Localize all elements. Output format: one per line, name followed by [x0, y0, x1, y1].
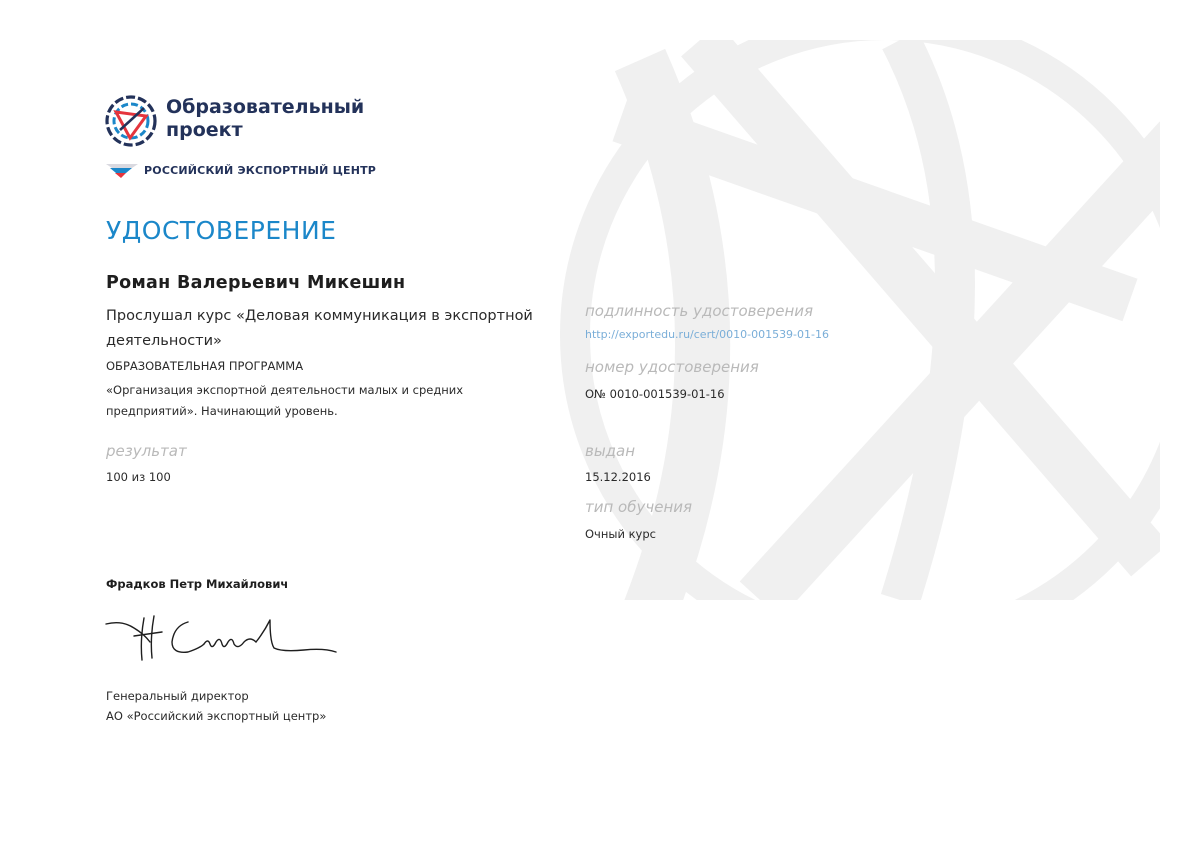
- authenticity-link[interactable]: http://exportedu.ru/cert/0010-001539-01-16: [585, 328, 829, 341]
- flag-wing-icon: [106, 164, 138, 178]
- signatory-position-line1: Генеральный директор: [106, 689, 249, 703]
- brand-title: [166, 96, 426, 142]
- training-type-caption: тип обучения: [585, 498, 693, 516]
- training-type-value: Очный курс: [585, 527, 656, 541]
- course-description: Прослушал курс «Деловая коммуникация в экспортной деятельности»: [106, 308, 533, 349]
- result-value: 100 из 100: [106, 470, 171, 484]
- result-caption: результат: [106, 442, 187, 460]
- brand-title-line1: Образовательный: [166, 96, 365, 118]
- signatory-name: Фрадков Петр Михайлович: [106, 577, 289, 591]
- number-caption: номер удостоверения: [585, 358, 759, 376]
- issued-date: 15.12.2016: [585, 470, 651, 484]
- program-heading: ОБРАЗОВАТЕЛЬНАЯ ПРОГРАММА: [106, 359, 304, 373]
- certificate-number: О№ 0010-001539-01-16: [585, 387, 725, 401]
- handwritten-signature: [104, 612, 344, 664]
- brand-title-line2: проект: [166, 119, 243, 141]
- holder-name: Роман Валерьевич Микешин: [106, 273, 406, 293]
- signatory-position-line2: АО «Российский экспортный центр»: [106, 709, 327, 723]
- program-text: «Организация экспортной деятельности малых и средних предприятий». Начинающий уровень.: [106, 383, 464, 418]
- document-title: УДОСТОВЕРЕНИЕ: [106, 216, 337, 245]
- authenticity-caption: подлинность удостоверения: [585, 302, 814, 320]
- brand-logo: [104, 94, 404, 184]
- educational-project-logo-icon: [104, 94, 158, 148]
- signatory-position: [106, 686, 326, 726]
- organization-name: РОССИЙСКИЙ ЭКСПОРТНЫЙ ЦЕНТР: [144, 164, 377, 177]
- issued-caption: выдан: [585, 442, 636, 460]
